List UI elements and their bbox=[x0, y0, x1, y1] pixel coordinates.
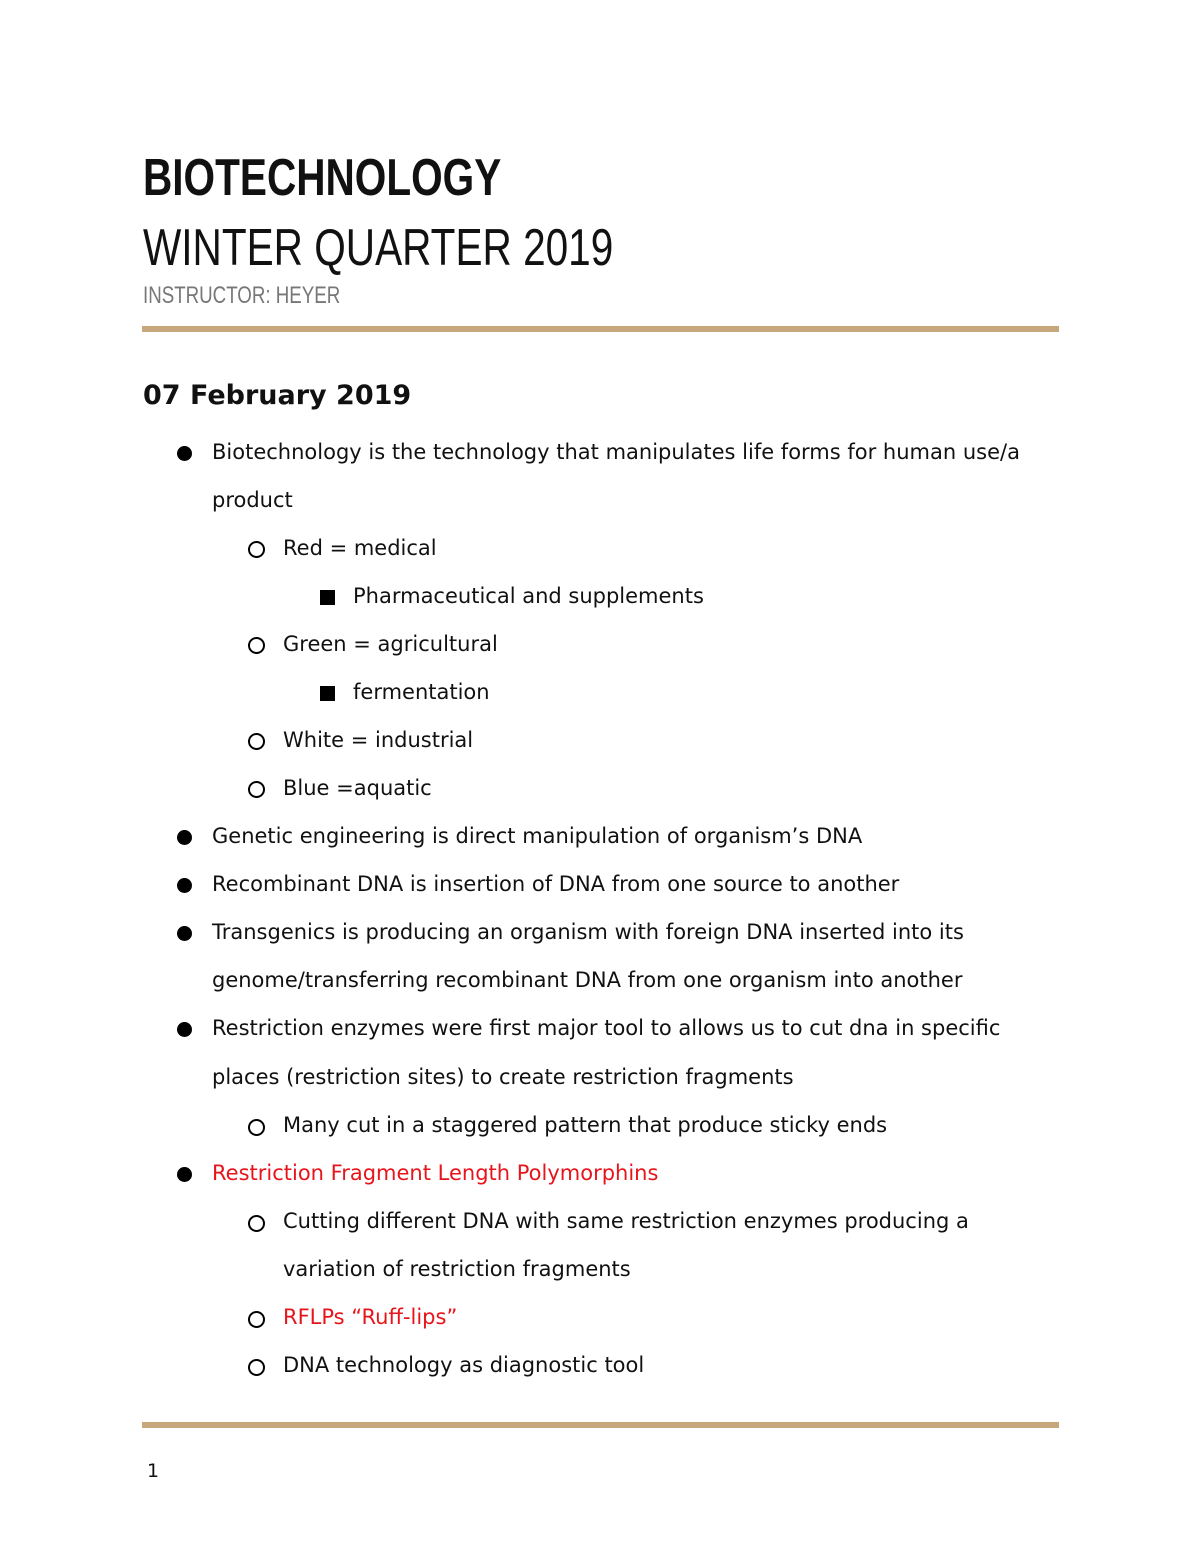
list-item-continuation: variation of restriction fragments bbox=[283, 1257, 631, 1281]
list-item: Many cut in a staggered pattern that produce sticky ends bbox=[283, 1113, 888, 1137]
circle-bullet-icon bbox=[248, 733, 265, 750]
list-item-continuation: places (restriction sites) to create restriction fragments bbox=[212, 1065, 794, 1089]
disc-bullet-icon bbox=[177, 1022, 192, 1037]
footer-divider bbox=[142, 1422, 1059, 1428]
circle-bullet-icon bbox=[248, 1119, 265, 1136]
list-item: DNA technology as diagnostic tool bbox=[283, 1353, 645, 1377]
document-subtitle: WINTER QUARTER 2019 bbox=[143, 219, 614, 277]
section-date-heading: 07 February 2019 bbox=[143, 380, 412, 411]
circle-bullet-icon bbox=[248, 1215, 265, 1232]
header-divider bbox=[142, 326, 1059, 332]
circle-bullet-icon bbox=[248, 541, 265, 558]
list-item: White = industrial bbox=[283, 728, 474, 752]
list-item: Blue =aquatic bbox=[283, 776, 432, 800]
list-item: Biotechnology is the technology that manipulates life forms for human use/a bbox=[212, 440, 1020, 464]
list-item: Transgenics is producing an organism with foreign DNA inserted into its bbox=[212, 920, 964, 944]
disc-bullet-icon bbox=[177, 878, 192, 893]
circle-bullet-icon bbox=[248, 1311, 265, 1328]
circle-bullet-icon bbox=[248, 1359, 265, 1376]
square-bullet-icon bbox=[320, 590, 335, 605]
disc-bullet-icon bbox=[177, 926, 192, 941]
list-item: Recombinant DNA is insertion of DNA from one source to another bbox=[212, 872, 900, 896]
list-item-highlight: RFLPs “Ruff-lips” bbox=[283, 1305, 458, 1329]
list-item: Pharmaceutical and supplements bbox=[353, 584, 704, 608]
disc-bullet-icon bbox=[177, 830, 192, 845]
page-number: 1 bbox=[147, 1460, 160, 1482]
list-item: Genetic engineering is direct manipulation of organism’s DNA bbox=[212, 824, 863, 848]
list-item: Green = agricultural bbox=[283, 632, 498, 656]
instructor-label: INSTRUCTOR: HEYER bbox=[143, 282, 341, 309]
list-item: Restriction enzymes were first major tool to allows us to cut dna in specific bbox=[212, 1016, 1001, 1040]
list-item-continuation: product bbox=[212, 488, 293, 512]
list-item: Cutting different DNA with same restriction enzymes producing a bbox=[283, 1209, 969, 1233]
list-item: Red = medical bbox=[283, 536, 437, 560]
document-title: BIOTECHNOLOGY bbox=[143, 149, 502, 207]
list-item: fermentation bbox=[353, 680, 490, 704]
list-item-continuation: genome/transferring recombinant DNA from one organism into another bbox=[212, 968, 963, 992]
circle-bullet-icon bbox=[248, 637, 265, 654]
square-bullet-icon bbox=[320, 686, 335, 701]
list-item-highlight: Restriction Fragment Length Polymorphins bbox=[212, 1161, 659, 1185]
circle-bullet-icon bbox=[248, 781, 265, 798]
disc-bullet-icon bbox=[177, 446, 192, 461]
disc-bullet-icon bbox=[177, 1167, 192, 1182]
